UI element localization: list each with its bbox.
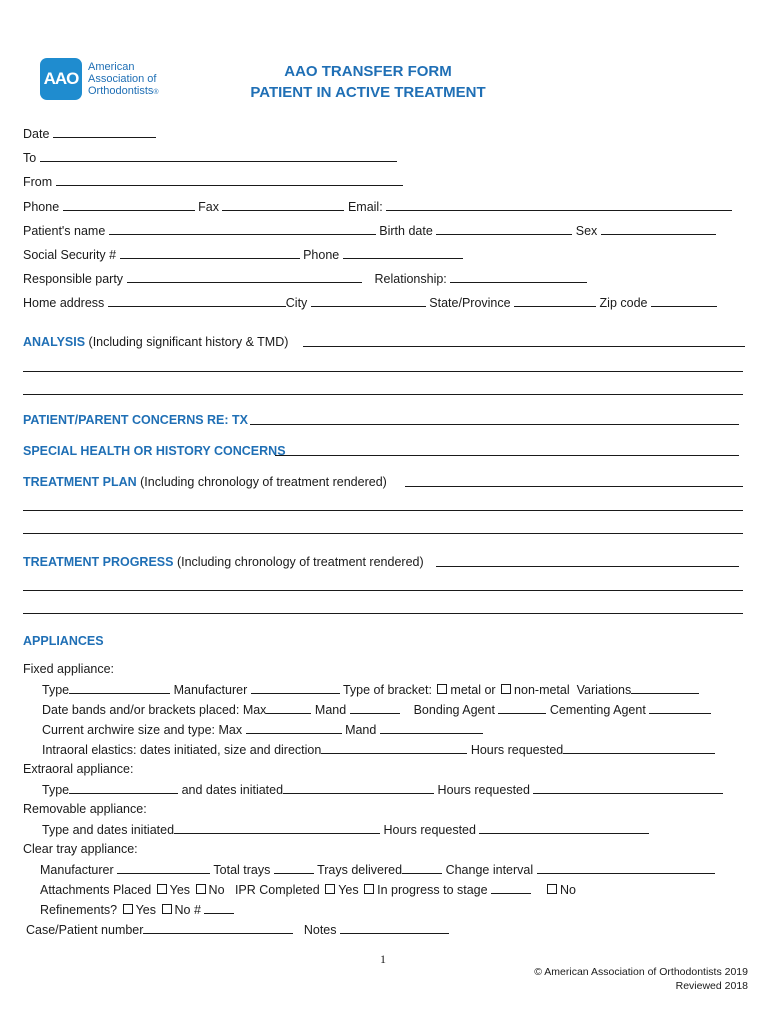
extraoral-type-label: Type — [42, 783, 70, 797]
plan-field[interactable] — [405, 486, 743, 487]
concerns-field[interactable] — [250, 424, 739, 425]
attachments-row — [40, 881, 576, 897]
case-number-row — [26, 921, 449, 937]
attachments-no-label: No — [208, 883, 225, 897]
removable-hours-field[interactable] — [479, 821, 649, 834]
city-field[interactable] — [311, 294, 426, 307]
patient-row — [23, 222, 716, 238]
relationship-label: Relationship: — [374, 272, 447, 286]
ipr-progress-checkbox[interactable] — [364, 884, 374, 894]
sex-field[interactable] — [601, 222, 716, 235]
analysis-note: (Including significant history & TMD) — [88, 335, 289, 349]
birth-date-label: Birth date — [379, 224, 433, 238]
to-field[interactable] — [40, 149, 397, 162]
type-field[interactable] — [69, 681, 170, 694]
clear-tray-row — [23, 841, 138, 857]
patient-name-field[interactable] — [109, 222, 376, 235]
case-number-label: Case/Patient number — [26, 923, 144, 937]
to-label: To — [23, 151, 37, 165]
concerns-heading: PATIENT/PARENT CONCERNS RE: TX — [23, 413, 249, 427]
removable-type-field[interactable] — [174, 821, 380, 834]
archwire-row — [42, 721, 483, 737]
ipr-label: IPR Completed — [234, 883, 320, 897]
appliances-heading: APPLIANCES — [23, 634, 104, 648]
ipr-no-checkbox[interactable] — [547, 884, 557, 894]
email-label: Email: — [347, 200, 383, 214]
form-subtitle: PATIENT IN ACTIVE TREATMENT — [250, 84, 486, 101]
variations-field[interactable] — [631, 681, 699, 694]
state-label: State/Province — [429, 296, 511, 310]
zip-field[interactable] — [651, 294, 717, 307]
ipr-no-label: No — [559, 883, 576, 897]
phone-field[interactable] — [63, 198, 195, 211]
change-interval-label: Change interval — [445, 863, 534, 877]
ssn-field[interactable] — [120, 246, 300, 259]
fax-field[interactable] — [222, 198, 344, 211]
trays-delivered-label: Trays delivered — [317, 863, 403, 877]
nonmetal-checkbox[interactable] — [501, 684, 511, 694]
ipr-stage-field[interactable] — [491, 881, 531, 894]
bands-max-field[interactable] — [266, 701, 311, 714]
notes-field[interactable] — [340, 921, 449, 934]
progress-field[interactable] — [436, 566, 739, 567]
special-row — [23, 443, 286, 459]
refinements-count-field[interactable] — [204, 901, 234, 914]
bonding-agent-field[interactable] — [498, 701, 546, 714]
city-label: City — [285, 296, 308, 310]
date-field[interactable] — [53, 125, 156, 138]
logo-line-2: Association of — [88, 73, 157, 85]
elastics-label: Intraoral elastics: dates initiated, size and direction — [42, 743, 322, 757]
concerns-row — [23, 412, 248, 428]
elastics-hours-label: Hours requested — [470, 743, 564, 757]
ipr-yes-label: Yes — [338, 883, 359, 897]
cementing-agent-field[interactable] — [649, 701, 711, 714]
copyright-text: © American Association of Orthodontists 2019 — [534, 966, 748, 978]
progress-heading: TREATMENT PROGRESS — [23, 555, 174, 569]
page-number: 1 — [380, 952, 386, 966]
bands-mand-label: Mand — [314, 703, 347, 717]
extraoral-type-row — [42, 781, 723, 797]
bands-row — [42, 701, 711, 717]
notes-label: Notes — [303, 923, 337, 937]
progress-line-3[interactable] — [23, 613, 743, 614]
home-address-field[interactable] — [108, 294, 286, 307]
analysis-heading: ANALYSIS — [23, 335, 86, 349]
phone2-field[interactable] — [343, 246, 463, 259]
clear-tray-label: Clear tray appliance: — [23, 842, 138, 856]
manufacturer-label: Manufacturer — [173, 683, 248, 697]
phone-row — [23, 198, 732, 214]
responsible-label: Responsible party — [23, 272, 124, 286]
refinements-hash-label: # — [193, 903, 201, 917]
removable-type-row — [42, 821, 649, 837]
trays-delivered-field[interactable] — [402, 861, 442, 874]
date-row — [23, 125, 156, 141]
refinements-label: Refinements? — [40, 903, 118, 917]
bands-max-label: Date bands and/or brackets placed: Max — [42, 703, 267, 717]
removable-hours-label: Hours requested — [383, 823, 476, 837]
case-number-field[interactable] — [143, 921, 293, 934]
progress-row — [23, 554, 424, 570]
birth-date-field[interactable] — [436, 222, 572, 235]
ssn-label: Social Security # — [23, 248, 117, 262]
ipr-yes-checkbox[interactable] — [325, 884, 335, 894]
patient-name-label: Patient's name — [23, 224, 106, 238]
reviewed-text: Reviewed 2018 — [675, 980, 748, 992]
nonmetal-label: non-metal — [514, 683, 570, 697]
attachments-yes-checkbox[interactable] — [157, 884, 167, 894]
fixed-type-row — [42, 681, 699, 697]
variations-label: Variations — [576, 683, 632, 697]
fixed-appliance-label: Fixed appliance: — [23, 662, 115, 676]
responsible-field[interactable] — [127, 270, 362, 283]
special-heading: SPECIAL HEALTH OR HISTORY CONCERNS — [23, 444, 286, 458]
refinements-no-label: No — [174, 903, 191, 917]
plan-row — [23, 474, 387, 490]
extraoral-hours-field[interactable] — [533, 781, 723, 794]
appliances-row — [23, 633, 104, 649]
plan-heading: TREATMENT PLAN — [23, 475, 137, 489]
analysis-line-2[interactable] — [23, 371, 743, 372]
extraoral-type-field[interactable] — [69, 781, 178, 794]
plan-note: (Including chronology of treatment rendered) — [140, 475, 387, 489]
from-row — [23, 173, 403, 189]
relationship-field[interactable] — [450, 270, 587, 283]
elastics-hours-field[interactable] — [563, 741, 715, 754]
archwire-max-label: Current archwire size and type: Max — [42, 723, 243, 737]
change-interval-field[interactable] — [537, 861, 715, 874]
analysis-line-3[interactable] — [23, 394, 743, 395]
state-field[interactable] — [514, 294, 596, 307]
metal-label: metal or — [450, 683, 496, 697]
sex-label: Sex — [575, 224, 598, 238]
plan-line-2[interactable] — [23, 510, 743, 511]
extraoral-dates-label: and dates initiated — [181, 783, 284, 797]
ssn-row — [23, 246, 463, 262]
bonding-agent-label: Bonding Agent — [413, 703, 495, 717]
attachments-label: Attachments Placed — [40, 883, 152, 897]
address-row — [23, 294, 717, 310]
removable-type-label: Type and dates initiated — [42, 823, 175, 837]
refinements-row — [40, 901, 234, 917]
plan-line-3[interactable] — [23, 533, 743, 534]
date-label: Date — [23, 127, 50, 141]
archwire-max-field[interactable] — [246, 721, 342, 734]
progress-line-2[interactable] — [23, 590, 743, 591]
ipr-progress-label: In progress to stage — [377, 883, 488, 897]
special-field[interactable] — [275, 455, 739, 456]
cementing-agent-label: Cementing Agent — [549, 703, 646, 717]
bracket-type-label: Type of bracket: — [342, 683, 432, 697]
analysis-row — [23, 334, 288, 350]
elastics-field[interactable] — [321, 741, 467, 754]
ct-manufacturer-label: Manufacturer — [40, 863, 114, 877]
total-trays-field[interactable] — [274, 861, 314, 874]
extraoral-row — [23, 761, 133, 777]
aao-logo-text — [88, 61, 159, 99]
email-field[interactable] — [386, 198, 732, 211]
elastics-row — [42, 741, 715, 757]
removable-label: Removable appliance: — [23, 802, 147, 816]
phone-label: Phone — [23, 200, 60, 214]
clear-tray-details-row — [40, 861, 715, 877]
removable-row — [23, 801, 147, 817]
archwire-mand-field[interactable] — [380, 721, 483, 734]
from-field[interactable] — [56, 173, 403, 186]
attachments-no-checkbox[interactable] — [196, 884, 206, 894]
attachments-yes-label: Yes — [169, 883, 191, 897]
extraoral-label: Extraoral appliance: — [23, 762, 134, 776]
type-label: Type — [42, 683, 70, 697]
refinements-yes-label: Yes — [135, 903, 157, 917]
home-address-label: Home address — [23, 296, 105, 310]
total-trays-label: Total trays — [213, 863, 271, 877]
metal-checkbox[interactable] — [437, 684, 447, 694]
fax-label: Fax — [198, 200, 219, 214]
extraoral-hours-label: Hours requested — [437, 783, 530, 797]
analysis-field[interactable] — [303, 346, 745, 347]
aao-logo-icon: AAO — [40, 58, 82, 100]
from-label: From — [23, 175, 53, 189]
refinements-no-checkbox[interactable] — [162, 904, 172, 914]
progress-note: (Including chronology of treatment rendered) — [176, 555, 424, 569]
form-title: AAO TRANSFER FORM — [284, 63, 452, 80]
zip-label: Zip code — [599, 296, 648, 310]
phone2-label: Phone — [303, 248, 340, 262]
bands-mand-field[interactable] — [350, 701, 400, 714]
extraoral-dates-field[interactable] — [283, 781, 434, 794]
refinements-yes-checkbox[interactable] — [123, 904, 133, 914]
ct-manufacturer-field[interactable] — [117, 861, 210, 874]
manufacturer-field[interactable] — [251, 681, 340, 694]
logo-line-3: Orthodontists® — [88, 85, 159, 97]
logo-line-1: American — [88, 61, 135, 73]
to-row — [23, 149, 397, 165]
fixed-row — [23, 661, 114, 677]
responsible-row — [23, 270, 587, 286]
archwire-mand-label: Mand — [345, 723, 377, 737]
